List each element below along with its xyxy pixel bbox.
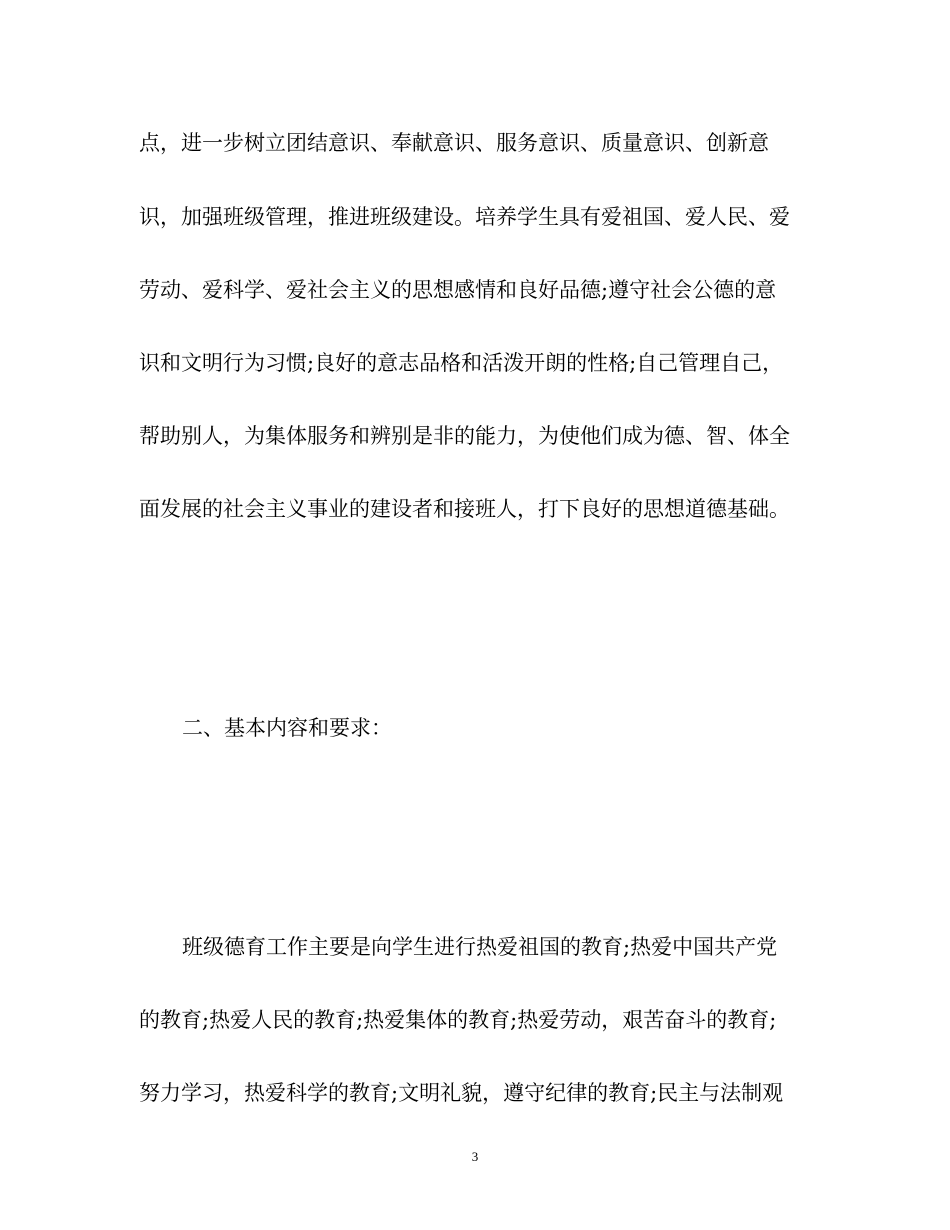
paragraph-1-line-5: 帮助别人，为集体服务和辨别是非的能力，为使他们成为德、智、体全 [139,424,790,448]
paragraph-1-line-6: 面发展的社会主义事业的建设者和接班人，打下良好的思想道德基础。 [139,497,790,521]
paragraph-1-line-1: 点，进一步树立团结意识、奉献意识、服务意识、质量意识、创新意 [139,131,769,155]
paragraph-2-line-1: 班级德育工作主要是向学生进行热爱祖国的教育;热爱中国共产党 [182,935,778,959]
paragraph-2-line-2: 的教育;热爱人民的教育;热爱集体的教育;热爱劳动，艰苦奋斗的教育; [139,1008,777,1032]
paragraph-1-line-2: 识，加强班级管理，推进班级建设。培养学生具有爱祖国、爱人民、爱 [139,205,790,229]
paragraph-1-line-4: 识和文明行为习惯;良好的意志品格和活泼开朗的性格;自己管理自己， [139,351,784,375]
paragraph-1-line-3: 劳动、爱科学、爱社会主义的思想感情和良好品德;遵守社会公德的意 [139,278,777,302]
paragraph-2-line-3: 努力学习，热爱科学的教育;文明礼貌，遵守纪律的教育;民主与法制观 [139,1081,784,1105]
page-number: 3 [471,1149,479,1164]
section-heading: 二、基本内容和要求： [182,716,392,740]
